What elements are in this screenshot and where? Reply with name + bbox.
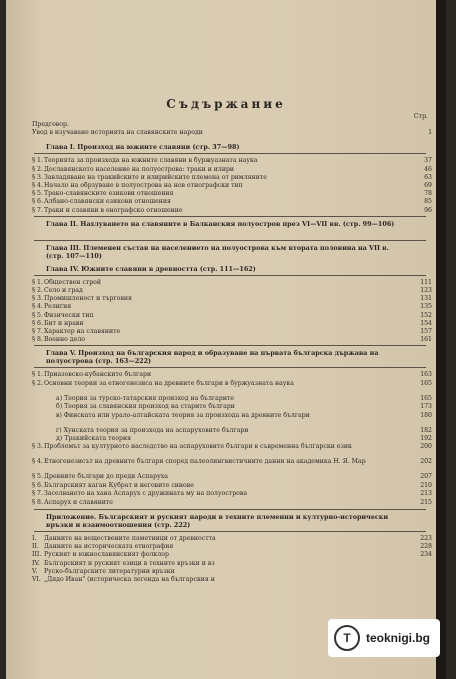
entry-page: 215 (420, 498, 432, 506)
entry-page: 161 (420, 336, 432, 344)
entry-number: § 2. (32, 165, 43, 173)
entry-number: § 5. (32, 473, 43, 481)
entry-text: а) Теория за турско-татарския произход на българите (56, 394, 235, 402)
entry-text: Трако-славянските езикови отношения (44, 190, 174, 198)
entry-page: 85 (424, 198, 432, 206)
entry-number: § 4. (32, 458, 43, 466)
entry-number: V. (32, 567, 38, 575)
entry-page: 223 (420, 535, 432, 542)
entry-number: § 7. (32, 490, 43, 498)
entry-text: Религия (44, 303, 72, 311)
entry-page: 165 (420, 379, 432, 387)
entry-page: 69 (424, 182, 432, 189)
entry-number: IV. (32, 559, 40, 567)
entry-number: § 3. (32, 173, 43, 181)
entry-text: Увод в изучаване историята на славянските народи (32, 129, 203, 137)
entry-page: 1 (428, 129, 432, 137)
chapter-4-title: Глава IV. Южните славяни в древността (стр. 111—162) (46, 264, 256, 273)
entry-number: § 6. (32, 319, 43, 327)
chapter-5-title: Глава V. Произход на българския народ и образуване на първата българска държава на полуострова (стр. 163—222) (46, 349, 379, 366)
entry-text: Физически тип (44, 311, 94, 319)
entry-page: 182 (420, 426, 432, 434)
entry-text: „Дядо Иван" (историческа легенда на българския н (44, 576, 215, 583)
entry-number: II. (32, 543, 39, 551)
entry-text: б) Теория за славянския произход на старите българи (56, 403, 235, 411)
entry-page: 37 (424, 157, 432, 165)
entry-text: Траки и славяни в енографско отношение (44, 206, 183, 214)
entry-number: § 1. (32, 371, 43, 379)
entry-number: § 5. (32, 190, 43, 198)
entry-page: 154 (420, 319, 432, 327)
entry-page: 200 (420, 443, 432, 451)
entry-page: 111 (420, 278, 432, 286)
entry-page: 78 (424, 190, 432, 198)
entry-text: Проблемът за културното наследство на аспаруховите българи в съвременна български език (44, 443, 352, 451)
chapter-2-title: Глава II. Нахлуването на славяните в Балканския полуостров през VI—VII вв. (стр. 99—106) (46, 219, 395, 228)
entry-number: § 2. (32, 287, 43, 294)
entry-text: Обществен строй (44, 278, 102, 286)
entry-page: 173 (420, 403, 432, 411)
entry-number: § 7. (32, 328, 43, 335)
watermark-badge (328, 619, 440, 657)
book-page (6, 0, 446, 679)
entry-text: Албано-славянски езикови отношения (44, 198, 171, 206)
entry-text: Аспарух и славяните (44, 498, 113, 506)
entry-page: 165 (420, 394, 432, 402)
entry-page: 152 (420, 311, 432, 319)
entry-number: I. (32, 535, 37, 542)
entry-number: § 6. (32, 481, 43, 489)
entry-page: 213 (420, 490, 432, 498)
entry-number: § 2. (32, 379, 43, 387)
entry-page: 207 (420, 473, 432, 481)
entry-page: 202 (420, 458, 432, 466)
entry-text: Данните на историческата етнография (44, 543, 174, 551)
entry-text: Приазовско-кубанските българи (44, 371, 152, 379)
entry-number: § 5. (32, 311, 43, 319)
entry-text: Начало на обрзуване в полуострова на нов етнографски тип (44, 182, 243, 189)
chapter-3-title: Глава III. Племенен състав на населението на полуострова към втората половина на VII в. (стр. 107—110) (46, 243, 389, 260)
entry-text: Българският каган Кубрат и неговите синове (44, 481, 194, 489)
entry-text: Заселването на хана Аспарух с дружината му на полуострова (44, 490, 248, 498)
section-divider (34, 153, 426, 154)
entry-text: Българският и руският езици в техните връзки и вз (44, 559, 215, 567)
entry-number: § 6. (32, 198, 43, 206)
entry-text: д) Тракийската теория (56, 435, 131, 442)
page-column-header: Стр. (413, 113, 428, 120)
section-divider (34, 345, 426, 346)
entry-page: 131 (420, 295, 432, 303)
entry-page: 163 (420, 371, 432, 379)
entry-page: 123 (420, 287, 432, 294)
section-divider (34, 531, 426, 532)
entry-number: III. (32, 551, 42, 559)
entry-page: 180 (420, 411, 432, 419)
entry-page: 157 (420, 328, 432, 335)
entry-number: § 3. (32, 443, 43, 451)
entry-text: Древните българи до преди Аспаруха (44, 473, 168, 481)
entry-number: VI. (32, 576, 41, 583)
entry-text: в) Финската или урало-алтайската теория за произхода на древните българи (56, 411, 310, 419)
entry-text: Руско-българските литературни връзки (44, 567, 175, 575)
entry-text: Предговор. (32, 121, 69, 128)
entry-number: § 8. (32, 498, 43, 506)
chapter-1-title: Глава I. Произход на южните славяни (стр. 37—98) (46, 143, 240, 152)
entry-text: Дославянското население на полуострова: траки и илири (44, 165, 235, 173)
entry-number: § 7. (32, 206, 43, 214)
entry-text: Промишленост и търговия (44, 295, 132, 303)
entry-number: § 1. (32, 157, 43, 165)
entry-number: § 1. (32, 278, 43, 286)
entry-page: 63 (424, 173, 432, 181)
watermark-text: teoknigi.bg (366, 631, 430, 645)
section-divider (34, 216, 426, 217)
entry-page: 192 (420, 435, 432, 442)
entry-text: Завладяване на тракийските и илирийските племена от римляните (44, 173, 267, 181)
teoknigi-logo-icon: T (334, 625, 360, 651)
entry-number: § 4. (32, 303, 43, 311)
entry-text: Военно дело (44, 336, 86, 344)
entry-text: Руският и южнославянският фолклор (44, 551, 169, 559)
entry-text: Бит и нрави (44, 319, 84, 327)
section-divider (34, 367, 426, 368)
entry-text: г) Хунската теория за произхода на аспаруховите българи (56, 426, 249, 434)
entry-page: 234 (420, 551, 432, 559)
section-divider (34, 240, 426, 241)
entry-page: 46 (424, 165, 432, 173)
entry-page: 228 (420, 543, 432, 551)
entry-text: Теорията за произхода на южните славяни в буржуазната наука (44, 157, 258, 165)
section-divider (34, 275, 426, 276)
entry-text: Данните на веществените паметници от древността (44, 535, 216, 542)
section-divider (34, 509, 426, 510)
entry-text: Село и град (44, 287, 83, 294)
entry-text: Основни теории за етногенезиса на древните българи в буржуазната наука (44, 379, 294, 387)
entry-number: § 3. (32, 295, 43, 303)
entry-page: 210 (420, 481, 432, 489)
entry-page: 96 (424, 206, 432, 214)
entry-page: 135 (420, 303, 432, 311)
entry-number: § 4. (32, 182, 43, 189)
toc-title: Съдържание (166, 97, 286, 111)
entry-number: § 8. (32, 336, 43, 344)
entry-text: Етногенезисът на древните българи според палеолингвистичните данни на академика Н. Я. Мар (44, 458, 366, 466)
entry-text: Характер на славяните (44, 328, 121, 335)
appendix-title: Приложение. Българският и руският народи в техните племенни и културно-исторически връзки и взаимоотношения (стр. 222) (46, 513, 389, 529)
